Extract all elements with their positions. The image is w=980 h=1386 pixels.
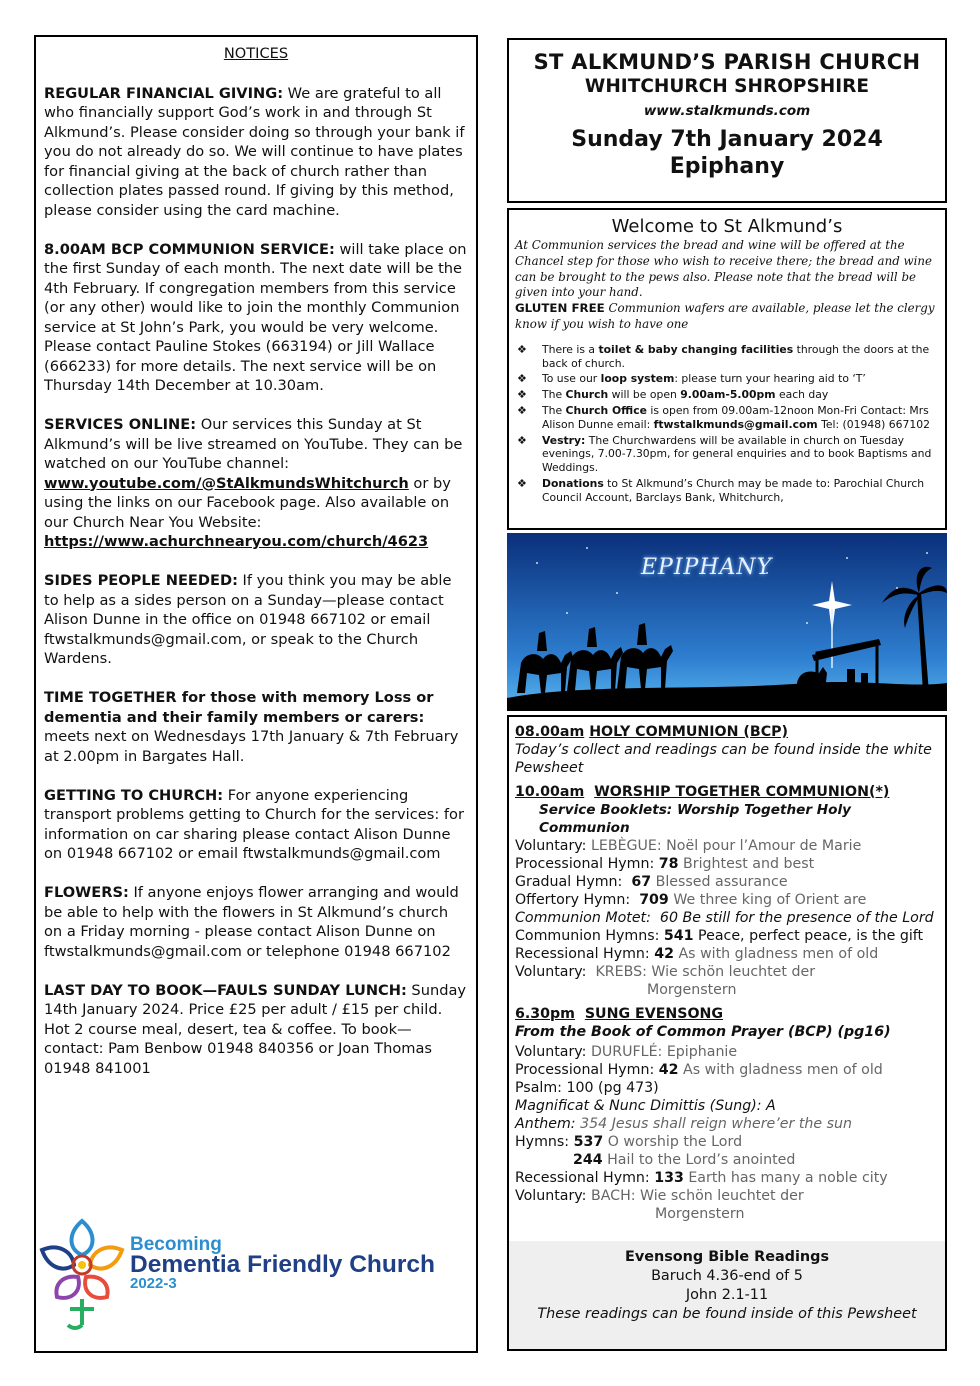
item-bold: toilet & baby changing facilities	[598, 342, 794, 356]
notice-body: will take place on the first Sunday of each month. The next date will be the 4th February. If congregation members from this service (or any other) would like to join the monthly Communion service at St John’s Park, you would be very welcome. Please contact Pauline Stokes (663194) or Jill Wallace (666233) for more details. The next service will be on Thursday 14th December at 10.30am.	[44, 240, 467, 394]
reading-1: Baruch 4.36-end of 5	[651, 1268, 803, 1284]
voluntary-out-row	[515, 963, 939, 981]
row-value: 354 Jesus shall reign where’er the sun	[580, 1116, 853, 1132]
hymn-number: 42	[658, 1062, 679, 1078]
item-text: will be open	[608, 388, 681, 402]
list-item	[515, 372, 939, 386]
row-label: Anthem:	[515, 1116, 576, 1132]
item-bold: Vestry:	[542, 433, 586, 447]
notice-body: For anyone experiencing transport problems getting to Church for the services: for information on car sharing please contact Alison Dunne on 01948 667102 or email ftwstalkmunds@gmail.com	[44, 786, 464, 862]
row-label: Voluntary:	[515, 838, 587, 854]
welcome-list	[515, 343, 939, 505]
hymn-number: 78	[658, 856, 679, 872]
service-booklets: Service Booklets: Worship Together Holy Communion	[539, 802, 852, 836]
row-value: LEBÈGUE: Noël pour l’Amour de Marie	[590, 838, 862, 854]
item-text: through the doors at the back of church.	[542, 342, 930, 370]
notice-flowers	[44, 883, 468, 961]
recessional-row	[515, 945, 939, 963]
evensong-readings	[509, 1241, 945, 1349]
reading-2: John 2.1-11	[685, 1287, 769, 1303]
church-website[interactable]: www.stalkmunds.com	[643, 103, 811, 119]
notice-head: FLOWERS:	[44, 884, 129, 901]
gluten-free-text: Communion wafers are available, please let the clergy know if you wish to have one	[515, 301, 935, 331]
notice-sides-people	[44, 571, 468, 669]
row-label: Recessional Hymn:	[515, 946, 650, 962]
readings-note: These readings can be found inside of this Pewsheet	[537, 1306, 917, 1322]
list-item	[515, 343, 939, 371]
welcome-title: Welcome to St Alkmund’s	[611, 216, 843, 237]
dementia-friendly-logo	[38, 1217, 478, 1332]
readings-title: Evensong Bible Readings	[624, 1249, 830, 1265]
epiphany-image	[507, 533, 947, 711]
row-value: Peace, perfect peace, is the gift	[698, 928, 924, 944]
notice-bcp-communion	[44, 240, 468, 396]
item-bold: 9.00am-5.00pm	[680, 388, 776, 402]
hymn-number: 60	[659, 910, 678, 926]
item-text: each day	[775, 388, 829, 402]
row-label: Voluntary:	[515, 1188, 587, 1204]
row-label: Recessional Hymn:	[515, 1170, 650, 1186]
notice-head: GETTING TO CHURCH:	[44, 786, 224, 804]
list-item	[515, 404, 939, 432]
service-name: WORSHIP TOGETHER COMMUNION(*)	[594, 784, 890, 800]
gluten-free-note	[515, 301, 939, 333]
services-box	[507, 715, 947, 1351]
voluntary-row	[515, 837, 939, 855]
item-text: The Churchwardens will be available in church on Tuesday evenings, 7.00-7.30pm, for general enquiries and to book Baptisms and Weddings.	[542, 433, 932, 475]
row-label: Hymns:	[515, 1134, 570, 1150]
recessional-row	[515, 1169, 939, 1187]
item-text: is open from 09.00am-12noon Mon-Fri Contact: Mrs Alison Dunne email:	[542, 403, 929, 431]
communion-row	[515, 927, 939, 945]
dementia-flower-logo-icon	[38, 1217, 130, 1332]
item-text: There is a	[542, 342, 599, 356]
item-text: The	[542, 403, 566, 417]
row-label: Offertory Hymn:	[515, 892, 631, 908]
service-0800	[515, 723, 939, 777]
list-item	[515, 388, 939, 402]
notice-body-2: or by using the links on our Facebook page. Also available on our Church Near You Website:	[44, 474, 451, 531]
notice-financial-giving	[44, 84, 468, 221]
hymn-number: 537	[573, 1134, 604, 1150]
notice-body: meets next on Wednesdays 17th January & 7th February at 2.00pm in Bargates Hall.	[44, 728, 459, 765]
row-label: Processional Hymn:	[515, 856, 655, 872]
service-time: 10.00am	[515, 784, 585, 800]
row-value: DURUFLÉ: Epiphanie	[590, 1044, 738, 1060]
psalm-row: Psalm: 100 (pg 473)	[515, 1080, 659, 1096]
welcome-intro: At Communion services the bread and wine will be offered at the Chancel step for those who wish to receive there; the bread and wine can be brought to the pews also. Please note that the bread will be given into your hand.	[515, 238, 932, 300]
notice-head: 8.00AM BCP COMMUNION SERVICE:	[44, 240, 335, 258]
row-value: Blessed assurance	[655, 874, 788, 890]
processional-row	[515, 855, 939, 873]
item-bold: Church	[565, 388, 609, 402]
notice-body: If anyone enjoys flower arranging and would be able to help with the flowers in St Alkmund’s church on a Friday morning - please contact Alison Dunne on ftwstalkmunds@gmail.com or telephone 01948 667102	[44, 884, 459, 960]
logo-line-title: Dementia Friendly Church	[130, 1250, 435, 1278]
service-time: 08.00am	[515, 724, 585, 740]
row-label: Voluntary:	[515, 1044, 587, 1060]
hymn-number: 244	[573, 1152, 603, 1168]
church-near-you-link[interactable]: https://www.achurchnearyou.com/church/4623	[44, 533, 429, 550]
hymns-row	[515, 1133, 939, 1151]
diamond-bullet-icon: ❖	[517, 433, 527, 447]
notices-title: NOTICES	[223, 45, 289, 62]
service-heading	[515, 1005, 939, 1023]
item-text: The	[542, 388, 566, 402]
diamond-bullet-icon: ❖	[517, 388, 527, 402]
service-heading	[515, 783, 939, 801]
epiphany-caption: EPIPHANY	[641, 555, 773, 580]
notice-head: SERVICES ONLINE:	[44, 416, 197, 433]
item-text: Tel: (01948) 667102	[817, 417, 930, 431]
diamond-bullet-icon: ❖	[517, 476, 527, 490]
voluntary-out-cont: Morgenstern	[655, 1206, 745, 1222]
notice-body: If you think you may be able to help as a sides person on a Sunday—please contact Alison Dunne in the office on 01948 667102 or email ftwstalkmunds@gmail.com, or speak to the Church Wardens.	[44, 572, 452, 667]
item-bold: ftwstalkmunds@gmail.com	[653, 417, 818, 431]
logo-line-becoming: Becoming	[130, 1234, 222, 1255]
hymn-number: 42	[654, 946, 674, 962]
service-heading	[515, 723, 939, 741]
service-1000	[515, 783, 939, 999]
service-book: From the Book of Common Prayer (BCP) (pg16)	[515, 1024, 891, 1040]
item-bold: loop system	[600, 372, 675, 386]
list-item	[515, 434, 939, 475]
notice-body: Our services this Sunday at St Alkmund’s will be live streamed on YouTube. They can be watched on our YouTube channel:	[44, 416, 463, 472]
service-time: 6.30pm	[515, 1006, 575, 1022]
row-value: Be still for the presence of the Lord	[682, 910, 934, 926]
notice-head: SIDES PEOPLE NEEDED:	[44, 572, 238, 589]
service-date: Sunday 7th January 2024	[571, 127, 883, 152]
notice-head: TIME TOGETHER for those with memory Loss or dementia and their family members or carers:	[44, 689, 434, 726]
diamond-bullet-icon: ❖	[517, 342, 527, 356]
logo-text	[130, 1235, 435, 1294]
diamond-bullet-icon: ❖	[517, 403, 527, 417]
hymns-row-2	[515, 1151, 939, 1169]
gradual-row	[515, 873, 939, 891]
notice-head: REGULAR FINANCIAL GIVING:	[44, 84, 284, 102]
hymn-number: 541	[663, 928, 694, 944]
row-value: Earth has many a noble city	[688, 1170, 888, 1186]
motet-row	[515, 909, 939, 927]
item-bold: Church Office	[565, 403, 647, 417]
notice-services-online	[44, 415, 468, 552]
item-bold: Donations	[542, 476, 604, 490]
item-text: : please turn your hearing aid to ‘T’	[674, 372, 866, 386]
hymn-number: 67	[631, 874, 652, 890]
row-value: BACH: Wie schön leuchtet der	[590, 1188, 804, 1204]
anthem-row	[515, 1115, 939, 1133]
notice-fauls-lunch	[44, 981, 468, 1079]
item-text: to St Alkmund’s Church may be made to: Parochial Church Council Account, Barclays Bank, Whitchurch,	[542, 476, 925, 504]
row-value: We three king of Orient are	[673, 892, 867, 908]
offertory-row	[515, 891, 939, 909]
row-value: Brightest and best	[683, 856, 815, 872]
feast-name: Epiphany	[669, 154, 785, 179]
logo-line-year: 2022-3	[130, 1275, 177, 1292]
processional-row	[515, 1061, 939, 1079]
notice-head: LAST DAY TO BOOK—FAULS SUNDAY LUNCH:	[44, 981, 407, 999]
service-name: SUNG EVENSONG	[584, 1006, 724, 1022]
row-value: KREBS: Wie schön leuchtet der	[595, 964, 816, 980]
notice-getting-to-church	[44, 786, 468, 864]
notice-body: We are grateful to all who financially support God’s work in and through St Alkmund’s. Please consider doing so through your bank if you do not already do so. We will continue to have plates for financial giving at the back of church rather than collection plates passed round. If giving by this method, please consider using the card machine.	[44, 84, 465, 219]
voluntary-out-cont: Morgenstern	[647, 982, 737, 998]
gluten-free-label: GLUTEN FREE	[515, 301, 605, 316]
diamond-bullet-icon: ❖	[517, 372, 527, 386]
magnificat-row: Magnificat & Nunc Dimittis (Sung): A	[515, 1098, 776, 1114]
row-label: Processional Hymn:	[515, 1062, 655, 1078]
notice-time-together	[44, 688, 468, 766]
youtube-link[interactable]: www.youtube.com/@StAlkmundsWhitchurch	[44, 474, 409, 492]
notices-panel	[34, 35, 478, 1353]
item-text: To use our	[542, 372, 601, 386]
welcome-box	[507, 208, 947, 530]
church-town: WHITCHURCH SHROPSHIRE	[584, 76, 870, 97]
row-value: As with gladness men of old	[683, 1062, 883, 1078]
row-value: As with gladness men of old	[678, 946, 879, 962]
row-label: Communion Motet:	[515, 910, 651, 926]
voluntary-out-row	[515, 1187, 939, 1205]
service-1830	[515, 1005, 939, 1223]
row-label: Communion Hymns:	[515, 928, 660, 944]
voluntary-row	[515, 1043, 939, 1061]
row-label: Voluntary:	[515, 964, 587, 980]
church-name: ST ALKMUND’S PARISH CHURCH	[533, 50, 921, 74]
service-note: Today’s collect and readings can be found inside the white Pewsheet	[515, 742, 932, 776]
hymn-number: 133	[654, 1170, 684, 1186]
row-value: O worship the Lord	[607, 1134, 743, 1150]
list-item	[515, 477, 939, 505]
row-label: Gradual Hymn:	[515, 874, 623, 890]
church-header	[507, 38, 947, 203]
hymn-number: 709	[639, 892, 669, 908]
service-name: HOLY COMMUNION (BCP)	[589, 724, 789, 740]
notice-body: Sunday 14th January 2024. Price £25 per adult / £15 per child. Hot 2 course meal, desert, tea & coffee. To book—contact: Pam Benbow 01948 840356 or Joan Thomas 01948 841001	[44, 981, 467, 1077]
row-value: Hail to the Lord’s anointed	[607, 1152, 796, 1168]
